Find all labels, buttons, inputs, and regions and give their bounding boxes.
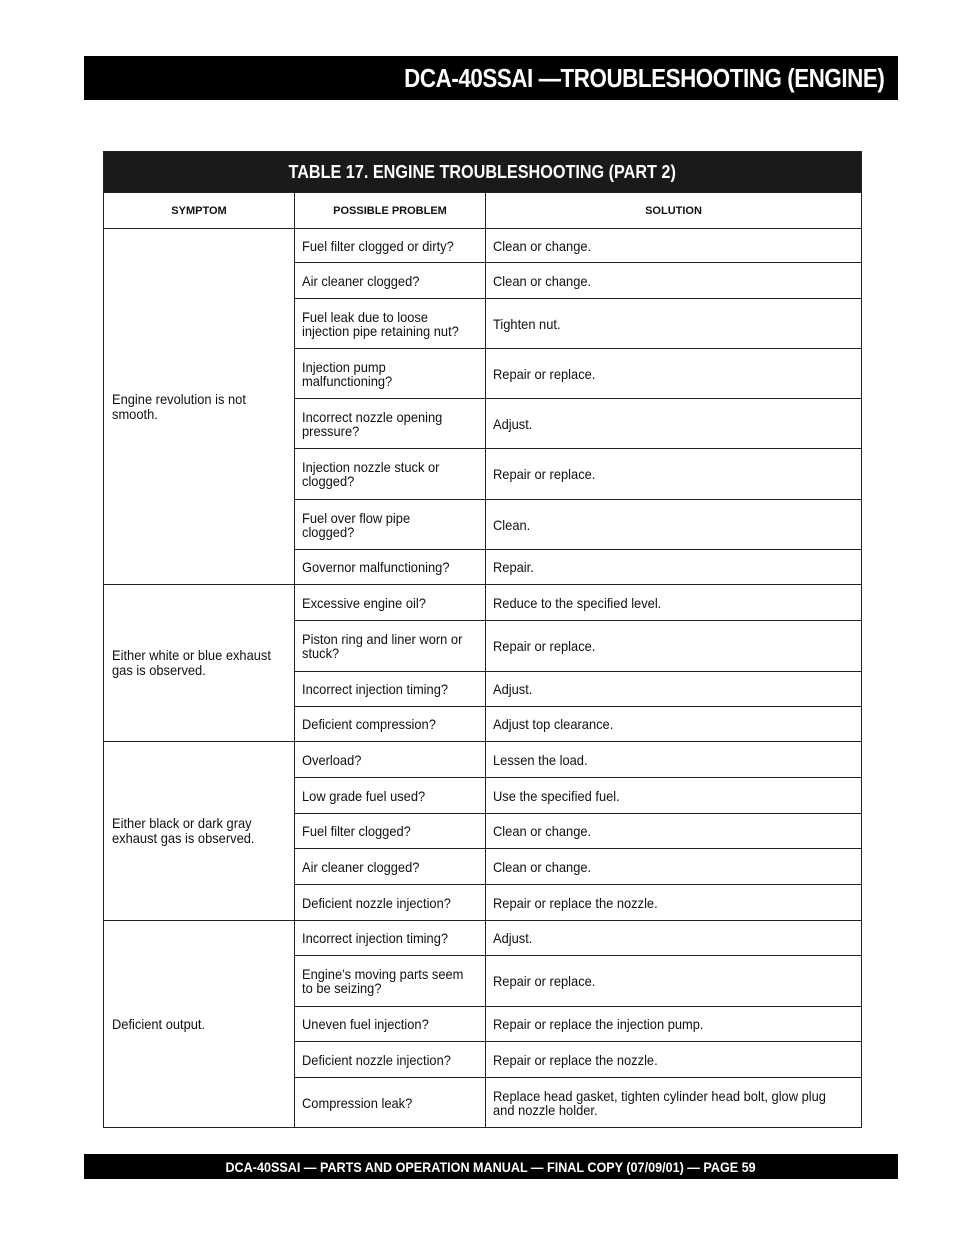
solution-text: Adjust top clearance. [493, 716, 614, 732]
engine-troubleshooting-table [103, 151, 862, 1128]
solution-text: Tighten nut. [493, 315, 561, 332]
solution-text: Adjust. [493, 681, 533, 697]
possible-problem-cell [295, 814, 486, 849]
possible-problem-text: Air cleaner clogged? [302, 272, 420, 289]
solution-text: Clean. [493, 516, 531, 533]
solution-cell [486, 1007, 862, 1042]
possible-problem-cell [295, 299, 486, 349]
symptom-cell [104, 921, 295, 1128]
solution-cell [486, 1078, 862, 1128]
possible-problem-cell [295, 263, 486, 299]
solution-cell [486, 550, 862, 585]
possible-problem-text: Fuel filter clogged? [302, 823, 411, 839]
possible-problem-cell [295, 1042, 486, 1078]
solution-text: Adjust. [493, 930, 533, 946]
possible-problem-text: Excessive engine oil? [302, 594, 426, 611]
solution-text: Clean or change. [493, 858, 592, 875]
possible-problem-cell [295, 885, 486, 921]
table-row [104, 742, 862, 778]
possible-problem-cell [295, 672, 486, 707]
table-caption: TABLE 17. ENGINE TROUBLESHOOTING (PART 2) [104, 152, 862, 193]
possible-problem-text: Deficient compression? [302, 716, 436, 732]
possible-problem-text: Overload? [302, 751, 362, 768]
solution-text: Repair or replace the nozzle. [493, 894, 658, 911]
symptom-text: Either white or blue exhaust gas is observed. [112, 647, 271, 678]
possible-problem-cell [295, 956, 486, 1007]
symptom-cell [104, 229, 295, 585]
table-row [104, 585, 862, 621]
possible-problem-cell [295, 229, 486, 263]
solution-cell [486, 349, 862, 399]
symptom-text: Deficient output. [112, 1015, 206, 1032]
possible-problem-text: Incorrect nozzle opening pressure? [302, 408, 443, 439]
possible-problem-cell [295, 399, 486, 449]
column-header-symptom: SYMPTOM [104, 193, 295, 229]
page-footer-bar [84, 1154, 898, 1179]
solution-text: Use the specified fuel. [493, 787, 620, 804]
solution-text: Clean or change. [493, 272, 592, 289]
possible-problem-cell [295, 1078, 486, 1128]
symptom-text: Either black or dark gray exhaust gas is observed. [112, 815, 255, 846]
solution-text: Repair or replace. [493, 973, 596, 989]
possible-problem-text: Injection nozzle stuck or clogged? [302, 459, 440, 489]
possible-problem-text: Deficient nozzle injection? [302, 894, 451, 911]
possible-problem-text: Fuel filter clogged or dirty? [302, 237, 454, 254]
possible-problem-text: Incorrect injection timing? [302, 930, 449, 946]
solution-text: Clean or change. [493, 237, 592, 254]
possible-problem-text: Injection pump malfunctioning? [302, 358, 393, 389]
table-body [104, 229, 862, 1128]
possible-problem-cell [295, 849, 486, 885]
solution-text: Adjust. [493, 415, 533, 432]
solution-cell [486, 921, 862, 956]
possible-problem-text: Piston ring and liner worn or stuck? [302, 631, 463, 661]
page-title: DCA-40SSAI —TROUBLESHOOTING (ENGINE) [403, 62, 884, 93]
possible-problem-cell [295, 778, 486, 814]
table-row [104, 921, 862, 956]
solution-cell [486, 707, 862, 742]
footer-text: DCA-40SSAI — PARTS AND OPERATION MANUAL — FINAL COPY (07/09/01) — PAGE 59 [225, 1158, 757, 1175]
solution-cell [486, 814, 862, 849]
possible-problem-text: Incorrect injection timing? [302, 681, 449, 697]
possible-problem-cell [295, 1007, 486, 1042]
page-header-bar [84, 56, 898, 100]
solution-text: Reduce to the specified level. [493, 594, 662, 611]
possible-problem-cell [295, 349, 486, 399]
solution-cell [486, 263, 862, 299]
possible-problem-cell [295, 550, 486, 585]
possible-problem-cell [295, 621, 486, 672]
column-header-solution: SOLUTION [486, 193, 862, 229]
solution-cell [486, 229, 862, 263]
possible-problem-text: Engine's moving parts seem to be seizing? [302, 966, 464, 996]
possible-problem-cell [295, 707, 486, 742]
solution-cell [486, 449, 862, 500]
possible-problem-text: Fuel leak due to loose injection pipe retaining nut? [302, 308, 459, 339]
possible-problem-text: Air cleaner clogged? [302, 858, 420, 875]
possible-problem-cell [295, 500, 486, 550]
solution-cell [486, 585, 862, 621]
symptom-text: Engine revolution is not smooth. [112, 390, 246, 422]
solution-cell [486, 621, 862, 672]
solution-cell [486, 885, 862, 921]
solution-cell [486, 399, 862, 449]
solution-cell [486, 1042, 862, 1078]
solution-text: Repair. [493, 559, 534, 575]
possible-problem-text: Fuel over flow pipe clogged? [302, 509, 411, 540]
solution-text: Clean or change. [493, 823, 592, 839]
solution-text: Repair or replace the injection pump. [493, 1016, 704, 1032]
solution-cell [486, 500, 862, 550]
solution-cell [486, 742, 862, 778]
possible-problem-text: Deficient nozzle injection? [302, 1051, 451, 1068]
solution-cell [486, 778, 862, 814]
possible-problem-text: Uneven fuel injection? [302, 1016, 429, 1032]
solution-text: Repair or replace. [493, 638, 596, 654]
solution-cell [486, 849, 862, 885]
symptom-cell [104, 742, 295, 921]
table-row [104, 229, 862, 263]
possible-problem-text: Low grade fuel used? [302, 787, 426, 804]
possible-problem-text: Compression leak? [302, 1094, 413, 1111]
column-header-possible-problem: POSSIBLE PROBLEM [295, 193, 486, 229]
solution-cell [486, 956, 862, 1007]
solution-text: Replace head gasket, tighten cylinder head bolt, glow plug and nozzle holder. [493, 1087, 826, 1118]
symptom-cell [104, 585, 295, 742]
solution-text: Repair or replace. [493, 365, 596, 382]
possible-problem-cell [295, 449, 486, 500]
possible-problem-text: Governor malfunctioning? [302, 559, 450, 575]
solution-cell [486, 299, 862, 349]
possible-problem-cell [295, 742, 486, 778]
possible-problem-cell [295, 921, 486, 956]
solution-text: Repair or replace. [493, 466, 596, 482]
solution-cell [486, 672, 862, 707]
solution-text: Lessen the load. [493, 751, 588, 768]
possible-problem-cell [295, 585, 486, 621]
solution-text: Repair or replace the nozzle. [493, 1051, 658, 1068]
